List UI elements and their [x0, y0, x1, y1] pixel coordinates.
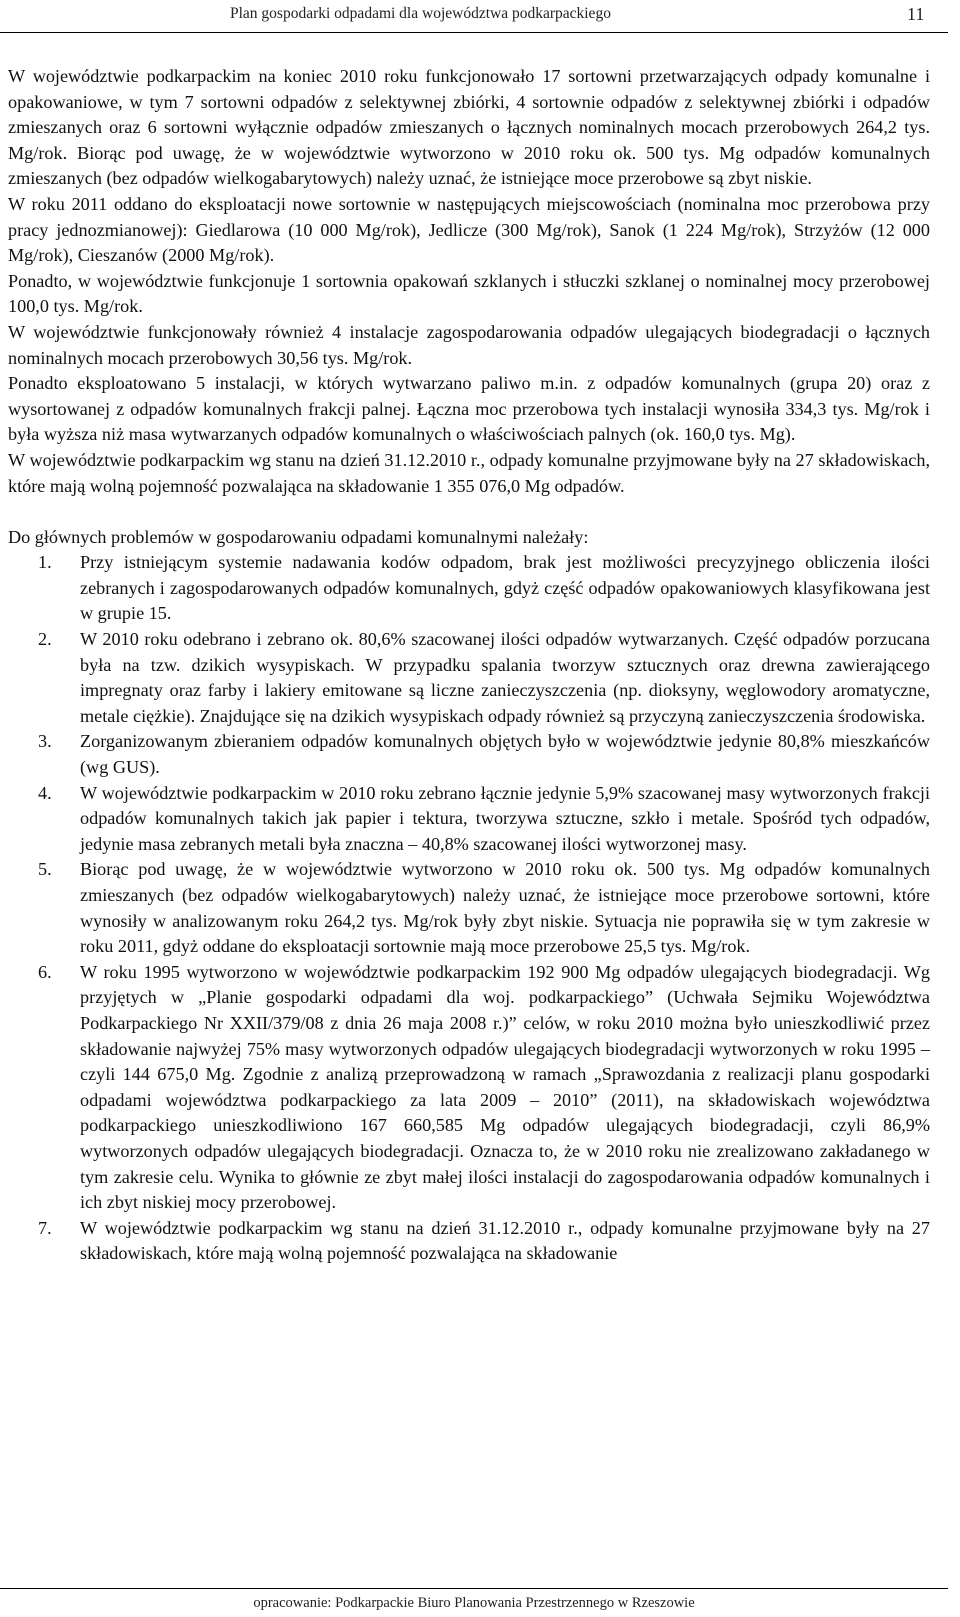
list-item-number: 1. [38, 552, 52, 573]
list-item-number: 3. [38, 731, 52, 752]
footer-divider [0, 1588, 948, 1589]
list-item [8, 1216, 930, 1267]
page-footer: opracowanie: Podkarpackie Biuro Planowania Przestrzennego w Rzeszowie [253, 1595, 695, 1611]
paragraph-fuel-installations: Ponadto eksploatowano 5 instalacji, w których wytwarzano paliwo m.in. z odpadów komunalnych (grupa 20) oraz z wysortowanej z odpadów komunalnych frakcji palnej. Łączna moc przerobowa tych instalacji wynosiła 334,3 tys. Mg/rok i była wyższa niż masa wytwarzanych odpadów komunalnych o właściwościach palnych (ok. 160,0 tys. Mg). [8, 373, 930, 445]
paragraph-new-sorting-plants: W roku 2011 oddano do eksploatacji nowe sortownie w następujących miejscowościach (nominalna moc przerobowa przy pracy jednozmianowej): Giedlarowa (10 000 Mg/rok), Jedlicze (300 Mg/rok), Sanok (1 224 Mg/rok), Strzyżów (12 000 Mg/rok), Cieszanów (2000 Mg/rok). [8, 193, 930, 266]
list-item [8, 960, 930, 1216]
list-item [8, 857, 930, 959]
paragraph-spacer [8, 499, 930, 525]
page-number: 11 [907, 4, 925, 24]
list-item-text: W roku 1995 wytworzono w województwie podkarpackim 192 900 Mg odpadów ulegających biodegradacji. Wg przyjętych w „Planie gospodarki odpadami dla woj. podkarpackiego” (Uchwała Sejmiku Województwa Podkarpackiego Nr XXII/379/08 z dnia 26 maja 2008 r.)” celów, w roku 2010 można było unieszkodliwić przez składowanie najwyżej 75% masy wytworzonych odpadów ulegających biodegradacji wytworzonych w roku 1995 – czyli 144 675,0 Mg. Zgodnie z analizą przeprowadzoną w ramach „Sprawozdania z realizacji planu gospodarki odpadami województwa podkarpackiego za lata 2009 – 2010” (2011), na składowiskach województwa podkarpackiego unieszkodliwiono 167 660,585 Mg odpadów ulegających biodegradacji, czyli 86,9% wytworzonych odpadów ulegających biodegradacji. Oznacza to, że w 2010 roku nie zrealizowano zakładanego w tym zakresie celu. Wynika to głównie ze zbyt małej ilości instalacji do zagospodarowania odpadów komunalnych i ich zbyt niskiej mocy przerobowej. [80, 961, 930, 1213]
problems-intro: Do głównych problemów w gospodarowaniu odpadami komunalnymi należały: [8, 526, 589, 547]
list-item-text: Przy istniejącym systemie nadawania kodów odpadom, brak jest możliwości precyzyjnego obliczenia ilości zebranych i zagospodarowanych odpadów komunalnych, gdyż część odpadów opakowaniowych klasyfikowana jest w grupie 15. [80, 552, 930, 624]
list-item-number: 5. [38, 859, 52, 880]
list-item-text: W województwie podkarpackim wg stanu na dzień 31.12.2010 r., odpady komunalne przyjmowane były na 27 składowiskach, które mają wolną pojemność pozwalająca na składowanie [80, 1217, 930, 1264]
list-item [8, 781, 930, 858]
page-header [0, 0, 960, 34]
list-item-number: 2. [38, 629, 52, 650]
list-item-text: Biorąc pod uwagę, że w województwie wytworzono w 2010 roku ok. 500 tys. Mg odpadów komunalnych zmieszanych (bez odpadów wielkogabarytowych) należy uznać, że istniejące moce przerobowe sortowni, które wynosiły w analizowanym roku 264,2 tys. Mg/rok były zbyt niskie. Sytuacja nie poprawiła się w tym zakresie w roku 2011, gdyż oddane do eksploatacji sortownie mają moce przerobowe 25,5 tys. Mg/rok. [80, 859, 930, 957]
list-item-number: 7. [38, 1217, 52, 1238]
paragraph-glass-sorting: Ponadto, w województwie funkcjonuje 1 sortownia opakowań szklanych i stłuczki szklanej o nominalnej mocy przerobowej 100,0 tys. Mg/rok. [8, 270, 930, 317]
list-item-text: W województwie podkarpackim w 2010 roku zebrano łącznie jedynie 5,9% szacowanej masy wytworzonych frakcji odpadów komunalnych takich jak papier i tektura, tworzywa sztuczne, szkło i metale. Spośród tych odpadów, jedynie masa zebranych metali była znaczna – 40,8% szacowanej ilości wytworzonej masy. [80, 782, 930, 854]
list-item [8, 550, 930, 627]
list-item-text: Zorganizowanym zbieraniem odpadów komunalnych objętych było w województwie jedynie 80,8% mieszkańców (wg GUS). [80, 731, 930, 778]
list-item [8, 627, 930, 729]
list-item-number: 4. [38, 782, 52, 803]
header-title: Plan gospodarki odpadami dla województwa podkarpackiego [230, 5, 611, 22]
list-item-text: W 2010 roku odebrano i zebrano ok. 80,6% szacowanej ilości odpadów wytwarzanych. Część odpadów porzucana była na tzw. dzikich wysypiskach. W przypadku spalania tworzyw sztucznych oraz drewna zawierającego impregnaty oraz farby i lakiery emitowane są liczne zanieczyszczenia (np. dioksyny, węglowodory aromatyczne, metale ciężkie). Znajdujące się na dzikich wysypiskach odpady również są przyczyną zanieczyszczenia środowiska. [80, 629, 930, 726]
paragraph-sorting-plants: W województwie podkarpackim na koniec 2010 roku funkcjonowało 17 sortowni przetwarzających odpady komunalne i opakowaniowe, w tym 7 sortowni odpadów z selektywnej zbiórki, 4 sortownie odpadów z selektywnej zbiórki i odpadów zmieszanych oraz 6 sortowni wyłącznie odpadów zmieszanych o łącznych nominalnych mocach przerobowych 264,2 tys. Mg/rok. Biorąc pod uwagę, że w województwie wytworzono w 2010 roku ok. 500 tys. Mg odpadów komunalnych zmieszanych (bez odpadów wielkogabarytowych) należy uznać, że istniejące moce przerobowe są zbyt niskie. [8, 66, 930, 189]
list-item-number: 6. [38, 961, 52, 982]
list-item [8, 729, 930, 780]
paragraph-biodegradable-installations: W województwie funkcjonowały również 4 instalacje zagospodarowania odpadów ulegających biodegradacji o łącznych nominalnych mocach przerobowych 30,56 tys. Mg/rok. [8, 321, 930, 368]
problems-list [8, 550, 930, 1267]
header-divider [0, 32, 948, 33]
document-body [8, 64, 930, 1267]
paragraph-landfills: W województwie podkarpackim wg stanu na dzień 31.12.2010 r., odpady komunalne przyjmowane były na 27 składowiskach, które mają wolną pojemność pozwalająca na składowanie 1 355 076,0 Mg odpadów. [8, 449, 930, 496]
